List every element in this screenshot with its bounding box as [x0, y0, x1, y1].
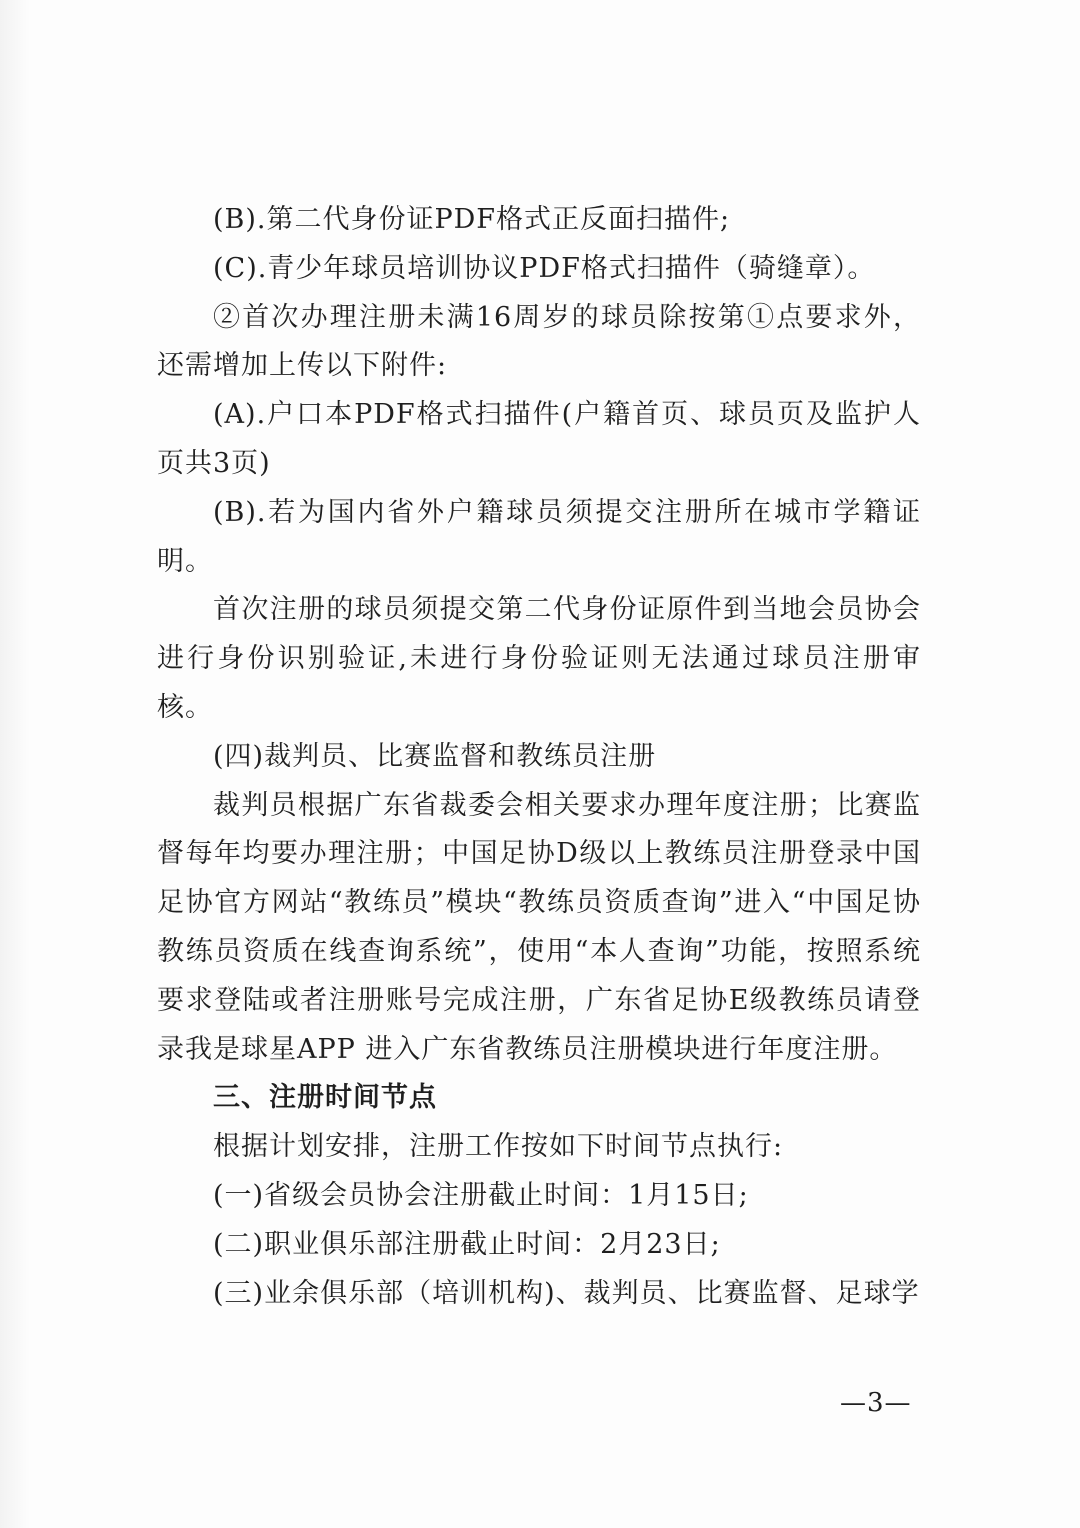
page-number: —3—: [840, 1388, 912, 1418]
paragraph-section-four-title: (四)裁判员、比赛监督和教练员注册: [213, 740, 657, 772]
paragraph-referee-coach-registration: 裁判员根据广东省裁委会相关要求办理年度注册；比赛监督每年均要办理注册；中国足协D级以上教练员注册登录中国足协官方网站“教练员”模块“教练员资质查询”进入“中国足协教练员资质在线查询系统”，使用“本人查询”功能，按照系统要求登陆或者注册账号完成注册，广东省足协E级教练员请登录我是球星APP 进入广东省教练员注册模块进行年度注册。: [157, 789, 921, 1065]
scan-edge-shade: [0, 0, 30, 1528]
heading-registration-timeline: 三、注册时间节点: [213, 1082, 437, 1114]
paragraph-timeline-intro: 根据计划安排，注册工作按如下时间节点执行:: [213, 1131, 784, 1163]
paragraph-provincial-deadline: (一)省级会员协会注册截止时间：1月15日;: [213, 1179, 749, 1211]
paragraph-id-card-scan: (B).第二代身份证PDF格式正反面扫描件;: [213, 204, 731, 235]
paragraph-amateur-club-deadline: (三)业余俱乐部（培训机构)、裁判员、比赛监督、足球学: [213, 1277, 920, 1309]
paragraph-school-enrollment-proof: (B).若为国内省外户籍球员须提交注册所在城市学籍证明。: [157, 496, 921, 577]
paragraph-training-agreement: (C).青少年球员培训协议PDF格式扫描件（骑缝章）。: [213, 252, 876, 284]
document-body: [157, 196, 921, 1318]
paragraph-professional-club-deadline: (二)职业俱乐部注册截止时间：2月23日;: [213, 1228, 721, 1260]
paragraph-household-register: (A).户口本PDF格式扫描件(户籍首页、球员页及监护人页共3页): [157, 399, 921, 479]
paragraph-under-16-requirement: ②首次办理注册未满16周岁的球员除按第①点要求外，还需增加上传以下附件:: [157, 301, 921, 382]
paragraph-identity-verification: 首次注册的球员须提交第二代身份证原件到当地会员协会进行身份识别验证,未进行身份验证则无法通过球员注册审核。: [157, 594, 921, 723]
